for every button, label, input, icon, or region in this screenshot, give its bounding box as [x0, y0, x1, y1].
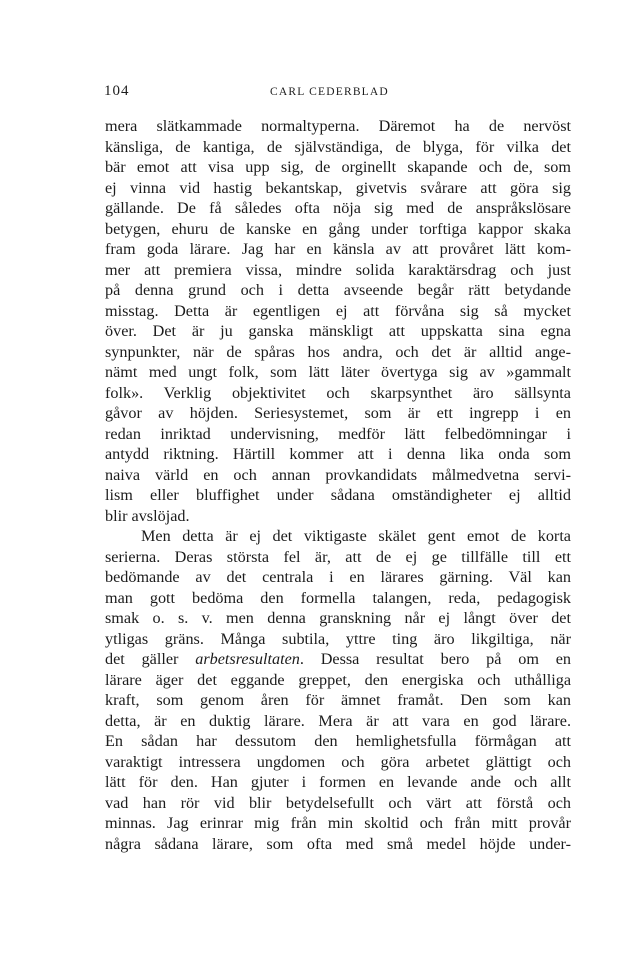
text-line: gällande. De få således ofta nöja sig med de anspråkslösare [105, 199, 571, 217]
text-line: ytligas gräns. Många subtila, yttre ting äro likgiltiga, när [105, 629, 571, 648]
text-line: varaktigt intressera ungdomen och göra arbetet glättigt och [105, 752, 571, 771]
text-line: synpunkter, när de spåras hos andra, och det är alltid ange- [105, 342, 571, 361]
text-line: folk». Verklig objektivitet och skarpsynthet äro sällsynta [105, 383, 571, 402]
text-line: vad han rör vid blir betydelsefullt och värt att förstå och [105, 793, 571, 812]
text-line-with-emphasis [105, 649, 571, 670]
text-line: gåvor av höjden. Seriesystemet, som är ett ingrepp i en [105, 404, 571, 422]
text-line: bedömande av det centrala i en lärares gärning. Väl kan [105, 568, 571, 586]
text-line: några sådana lärare, som ofta med små medel höjde under- [105, 834, 571, 853]
text-fragment: det gäller [105, 650, 196, 668]
text-line: ej vinna vid hastig bekantskap, givetvis svårare att göra sig [105, 178, 571, 197]
text-line: En sådan har dessutom den hemlighetsfulla förmågan att [105, 732, 571, 750]
text-line: fram goda lärare. Jag har en känsla av att provåret lätt kom- [105, 240, 571, 258]
emphasized-text: arbetsresultaten [195, 650, 300, 668]
text-line: antydd riktning. Härtill kommer att i denna lika onda som [105, 445, 571, 463]
text-line: minnas. Jag erinrar mig från min skoltid och från mitt provår [105, 814, 571, 832]
text-line: serierna. Deras största fel är, att de ej ge tillfälle till ett [105, 547, 571, 566]
text-line: redan inriktad undervisning, medför lätt felbedömningar i [105, 424, 571, 443]
text-line: man gott bedöma den formella talangen, reda, pedagogisk [105, 588, 571, 607]
text-line: mer att premiera vissa, mindre solida karaktärsdrag och just [105, 260, 571, 279]
text-line: nämt med ungt folk, som lätt läter övertyga sig av »gammalt [105, 363, 571, 381]
text-line: känsliga, de kantiga, de självständiga, de blyga, för vilka det [105, 137, 571, 156]
text-line: smak o. s. v. men denna granskning når ej långt över det [105, 609, 571, 627]
text-line: över. Det är ju ganska mänskligt att uppskatta sina egna [105, 322, 571, 340]
text-fragment: . Dessa resultat bero på om en [299, 650, 571, 668]
text-line: naiva värld en och annan provkandidats målmedvetna servi- [105, 465, 571, 484]
text-line: misstag. Detta är egentligen ej att förvåna sig så mycket [105, 301, 571, 320]
text-line: betygen, ehuru de kanske en gång under torftiga kappor skaka [105, 219, 571, 238]
body-text [105, 116, 571, 854]
text-line: lärare äger det eggande greppet, den energiska och uthålliga [105, 670, 571, 689]
page-number: 104 [104, 83, 130, 99]
text-line: mera slätkammade normaltyperna. Däremot ha de nervöst [105, 117, 571, 135]
text-line: detta, är en duktig lärare. Mera är att vara en god lärare. [105, 711, 571, 730]
text-line-paragraph-end: blir avslöjad. [105, 506, 190, 525]
text-line: lätt för den. Han gjuter i formen en levande ande och allt [105, 773, 571, 791]
text-line: bär emot att visa upp sig, de orginellt skapande och de, som [105, 158, 571, 176]
text-line: på denna grund och i detta avseende begår rätt betydande [105, 281, 571, 299]
text-line: lism eller bluffighet under sådana omständigheter ej alltid [105, 486, 571, 504]
running-head: CARL CEDERBLAD [270, 86, 389, 98]
text-line-paragraph-start: Men detta är ej det viktigaste skälet gent emot de korta [141, 527, 571, 545]
text-line: kraft, som genom åren för ämnet framåt. Den som kan [105, 691, 571, 709]
